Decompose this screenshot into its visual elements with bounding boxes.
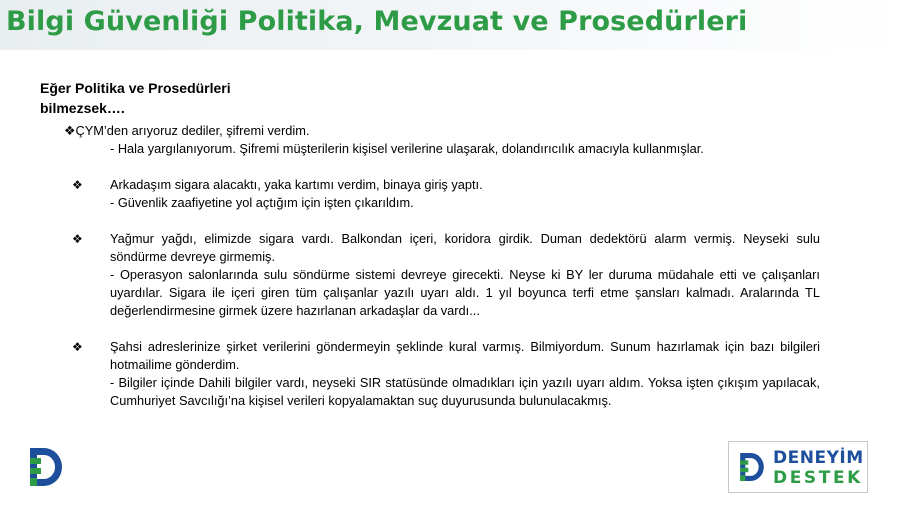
brand-name-line1: DENEYİM	[773, 448, 864, 468]
item-sub-text: - Operasyon salonlarında sulu söndürme sistemi devreye girecekti. Neyse ki BY ler duruma müdahale etti ve çalışanları uyardılar. Sigara ile içeri giren tüm çalışanlar yazılı uyarı aldı. 1 yıl boyunca terfi etme şansları kalmadı. Aralarında TL değerlendirmesine girmek üzere hazırlanan arkadaşlar da vardı...	[110, 267, 820, 318]
list-item-4	[72, 338, 820, 410]
item-sub-text: - Bilgiler içinde Dahili bilgiler vardı, neyseki SIR statüsünde olmadıkları için yazılı uyarı aldım. Yoksa işten çıkışım yapılacak, Cumhuriyet Savcılığı’na kişisel verileri kopyalamaktan suç duyurusunda bulunulacakmış.	[110, 375, 820, 408]
brand-name-line2: DESTEK	[773, 468, 863, 488]
item-main-text: Arkadaşım sigara alacaktı, yaka kartımı verdim, binaya giriş yaptı.	[110, 177, 483, 192]
diamond-bullet-icon: ❖	[72, 340, 83, 354]
brand-logo	[728, 441, 868, 493]
item-main-text: Yağmur yağdı, elimizde sigara vardı. Balkondan içeri, koridora girdik. Duman dedektörü alarm vermiş. Neyseki sulu söndürme devreye girmemiş.	[110, 231, 820, 264]
list-item-1	[64, 122, 824, 158]
slide-title: Bilgi Güvenliği Politika, Mevzuat ve Prosedürleri	[6, 6, 748, 37]
item-main-text: ÇYM’den arıyoruz dediler, şifremi verdim.	[75, 123, 310, 138]
company-logo-icon	[26, 444, 66, 490]
item-sub-text: - Hala yargılanıyorum. Şifremi müşterilerin kişisel verilerine ulaşarak, dolandırıcılık amacıyla kullanmışlar.	[110, 141, 704, 156]
slide-subtitle: Eğer Politika ve Prosedürleri bilmezsek….	[40, 80, 231, 116]
list-item-2	[72, 176, 820, 212]
item-main-text: Şahsi adreslerinize şirket verilerini göndermeyin şeklinde kural varmış. Bilmiyordum. Sunum hazırlamak için bazı bilgileri hotmailime gönderdim.	[110, 339, 820, 372]
diamond-bullet-icon: ❖	[72, 232, 83, 246]
list-item-3	[72, 230, 820, 320]
diamond-bullet-icon: ❖	[72, 178, 83, 192]
diamond-bullet-icon: ❖	[64, 123, 76, 138]
item-sub-text: - Güvenlik zaafiyetine yol açtığım için işten çıkarıldım.	[110, 195, 414, 210]
brand-mark-icon	[737, 450, 767, 484]
